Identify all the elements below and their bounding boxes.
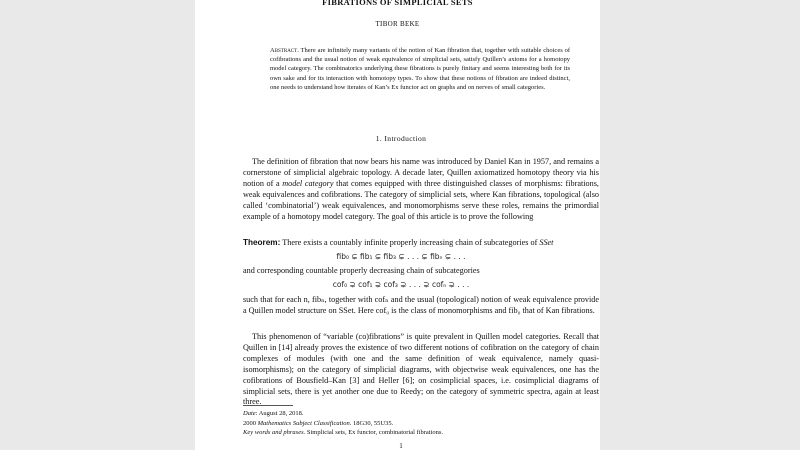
- intro-paragraph-1: [243, 157, 599, 222]
- fibration-chain-equation: fib₀ ⊊ fib₁ ⊊ fib₃ ⊊ . . . ⊊ fibₙ ⊊ . . .: [336, 252, 466, 261]
- para1-emphasis: model category: [282, 178, 334, 188]
- footnote-msc: [243, 420, 393, 429]
- cofibration-chain-equation: cof₀ ⊋ cof₁ ⊋ cof₃ ⊋ . . . ⊋ cofₙ ⊋ . . .: [332, 280, 470, 289]
- keywords-label: Key words and phrases.: [243, 429, 306, 436]
- footnote-rule: [243, 405, 293, 406]
- intro-paragraph-2: such that for each n, fibₙ, together with cofₙ and the usual (topological) notion of weak equivalence provide a Quillen model structure on SSet. Here cof₀ is the class of monomorphisms and fib₀ that of Kan fibrations.: [243, 295, 599, 315]
- msc-label: Mathematics Subject Classification.: [257, 420, 352, 427]
- keywords-value: Simplicial sets, Ex functor, combinatorial fibrations.: [305, 429, 444, 436]
- para1-text-a: The definition of fibration that now bears his name was introduced by Daniel Kan in 1957, and remains a cornerstone of simplicial algebraic topology. A decade later, Quillen axiomatized homotopy theory via his notion of a: [243, 157, 599, 188]
- theorem-text: There exists a countably infinite properly increasing chain of subcategories of: [282, 238, 540, 247]
- abstract-label: Abstract.: [270, 47, 299, 54]
- chain-intro-line: and corresponding countable properly decreasing chain of subcategories: [243, 266, 480, 275]
- msc-value: 18G30, 55U35.: [351, 420, 394, 427]
- date-label: Date: [243, 410, 256, 417]
- theorem-statement: [243, 238, 599, 249]
- date-value: : August 28, 2018.: [255, 410, 304, 417]
- para1-text-b: that comes equipped with three distinguished classes of morphisms: fibrations, weak equivalences and cofibrations. The category of simplicial sets, where Kan fibrations, topological (also called ‘combinatorial’) weak equivalences, and monomorphisms serve these roles, remains the primordial example of a homotopy model category. The goal of this article is to prove the following: [243, 178, 599, 221]
- msc-prefix: 2000: [243, 420, 258, 427]
- theorem-label: Theorem:: [243, 238, 281, 247]
- section-heading: 1. Introduction: [375, 134, 427, 143]
- author-name: TIBOR BEKE: [375, 20, 420, 28]
- paper-page: [195, 0, 600, 450]
- abstract-text: There are infinitely many variants of the notion of Kan fibration that, together with suitable choices of cofibrations and the usual notion of weak equivalence of simplicial sets, satisfy Quillen’s axioms for a homotopy model category. The combinatorics underlying these fibrations is purely finitary and seems interesting both for its own sake and for its interaction with homotopy types. To show that these notions of fibration are indeed distinct, one needs to understand how iterates of Kan’s Ex functor act on graphs and on nerves of small categories.: [270, 47, 570, 91]
- intro-paragraph-3: This phenomenon of “variable (co)fibrations” is quite prevalent in Quillen model categories. Recall that Quillen in [14] already proves the existence of two different notions of cofibration on the category of chain complexes of modules (with one and the same definition of weak equivalence, namely quasi-isomorphisms); on the category of simplicial diagrams, with objectwise weak equivalences, one has the cofibrations of Bousfield–Kan [3] and Heller [6]; on cosimplicial spaces, i.e. cosimplicial diagrams of simplicial sets, there is yet another one due to Reedy; on the category of symmetric spectra, again at least three.: [243, 332, 599, 407]
- page-number: 1: [399, 442, 403, 450]
- footnote-keywords: [243, 429, 443, 438]
- paper-title: FIBRATIONS OF SIMPLICIAL SETS: [322, 0, 473, 7]
- theorem-category: SSet: [539, 238, 554, 247]
- footnote-date: [243, 410, 304, 419]
- abstract: [270, 46, 570, 92]
